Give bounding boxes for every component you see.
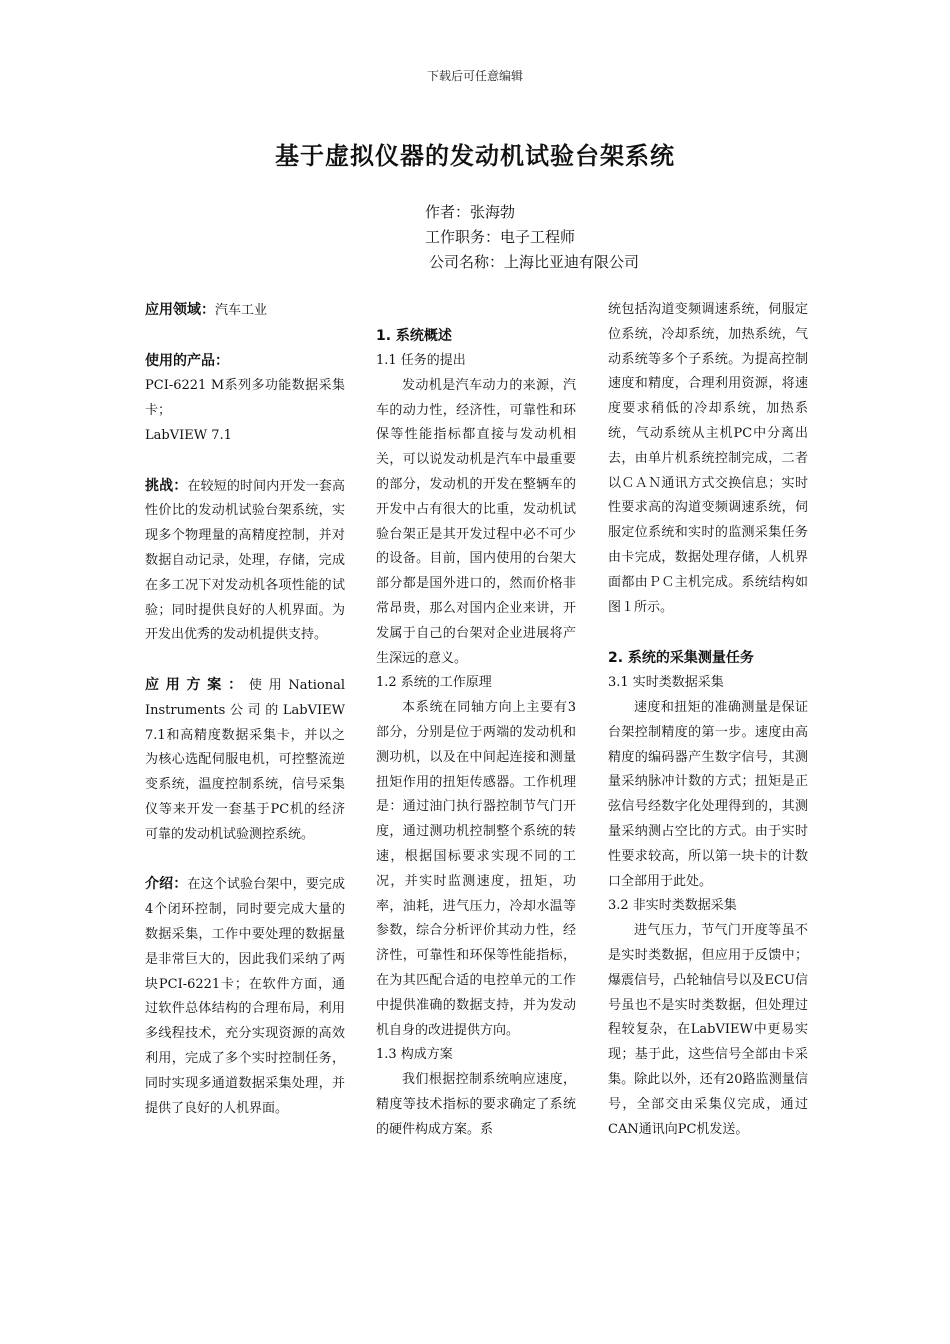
sidebar-column [145,298,345,1121]
products-label: 使用的产品： [145,352,229,369]
field-paragraph [145,298,345,324]
section-1-heading: 1. 系统概述 [376,328,452,344]
field-label: 应用领域： [145,302,215,318]
section-2-heading: 2. 系统的采集测量任务 [608,650,754,667]
challenge-paragraph [145,474,345,649]
subsection-3-2-title: 3.2 非实时类数据采集 [608,898,737,914]
solution-paragraph [145,673,345,848]
subsection-1-1-title: 1.1 任务的提出 [376,353,466,368]
header-note: 下载后可任意编辑 [426,69,523,83]
subsection-1-3-title: 1.3 构成方案 [376,1047,453,1063]
author-company: 公司名称：上海比亚迪有限公司 [429,253,640,271]
challenge-label: 挑战： [145,477,188,494]
subsection-1-3-continued: 统包括沟道变频调速系统，伺服定位系统，冷却系统，加热系统，气动系统等多个子系统。为提高控制速度和精度，合理利用资源，将速度要求稍低的冷却系统，加热系统，气动系统从主机PC中分离出去，由单片机系统控制完成，二者以ＣＡＮ通讯方式交换信息；实时性要求高的沟道变频调速系统，伺服定位系统和实时的监测采集任务由卡完成，数据处理存储，人机界面都由ＰＣ主机完成。系统结构如图１所示。 [608,302,808,615]
subsection-1-1-text: 发动机是汽车动力的来源，汽车的动力性，经济性，可靠性和环保等性能指标都直接与发动机相关，可以说发动机是汽车中最重要的部分，发动机的开发在整辆车的开发中占有很大的比重，发动机试验台架正是其开发过程中必不可少的设备。目前，国内使用的台架大部分都是国外进口的，然而价格非常昂贵，那么对国内企业来讲，开发属于自己的台架对企业进展将产生深远的意义。 [376,377,576,666]
subsection-1-2-text: 本系统在同轴方向上主要有3部分，分别是位于两端的发动机和测功机，以及在中间起连接和测量扭矩作用的扭矩传感器。工作机理是：通过油门执行器控制节气门开度，通过测功机控制整个系统的转速，根据国标要求实现不同的工况，并实时监测速度，扭矩，功率，油耗，进气压力，冷却水温等参数，综合分析评价其动力性，经济性，可靠性和环保等性能指标，在为其匹配合适的电控单元的工作中提供准确的数据支持，并为发动机自身的改进提供方向。 [376,700,576,1038]
products-line-2: LabVIEW 7.1 [145,427,232,443]
subsection-1-2-title: 1.2 系统的工作原理 [376,675,492,691]
challenge-text: 在较短的时间内开发一套高性价比的发动机试验台架系统，实现多个物理量的高精度控制，并对数据自动记录，处理，存储，完成在多工况下对发动机各项性能的试验；同时提供良好的人机界面。为开发出优秀的发动机提供支持。 [145,478,345,643]
subsection-3-1-text: 速度和扭矩的准确测量是保证台架控制精度的第一步。速度由高精度的编码器产生数字信号，其测量采纳脉冲计数的方式；扭矩是正弦信号经数字化处理得到的，其测量采纳测占空比的方式。由于实时性要求较高，所以第一块卡的计数口全部用于此处。 [608,699,808,889]
main-column [376,323,576,1143]
subsection-3-1-title: 3.1 实时类数据采集 [608,675,724,691]
intro-text: 在这个试验台架中，要完成4个闭环控制，同时要完成大量的数据采集，工作中要处理的数据量是非常巨大的，因此我们采纳了两块PCI-6221卡；在软件方面，通过软件总体结构的合理布局，利用多线程技术，充分实现资源的高效利用，完成了多个实时控制任务，同时实现多通道数据采集处理，并提供了良好的人机界面。 [145,877,345,1116]
products-line-1: PCI-6221 M系列多功能数据采集卡； [145,378,345,419]
author-position: 工作职务：电子工程师 [425,228,576,246]
products-label-line [145,349,345,375]
solution-text: 使用National Instruments公司的LabVIEW 7.1和高精度数据采集卡，并以之为核心选配伺服电机，可控整流逆变系统，温度控制系统，信号采集仪等来开发一套基于PC机的经济可靠的发动机试验测控系统。 [145,677,345,842]
solution-label: 应用方案： [145,676,249,693]
intro-paragraph [145,872,345,1121]
article-title: 基于虚拟仪器的发动机试验台架系统 [275,142,675,170]
field-value: 汽车工业 [215,303,268,318]
intro-label: 介绍： [145,876,188,893]
subsection-1-3-text: 我们根据控制系统响应速度，精度等技术指标的要求确定了系统的硬件构成方案。系 [376,1072,576,1137]
right-column [608,298,808,1142]
author-block [425,200,639,275]
subsection-3-2-text: 进气压力，节气门开度等虽不是实时类数据，但应用于反馈中；爆震信号，凸轮轴信号以及ECU信号虽也不是实时类数据，但处理过程较复杂，在LabVIEW中更易实现；基于此，这些信号全部由卡采集。除此以外，还有20路监测量信号，全部交由采集仪完成，通过CAN通讯向PC机发送。 [608,923,808,1137]
author-name: 作者：张海勃 [425,203,516,221]
